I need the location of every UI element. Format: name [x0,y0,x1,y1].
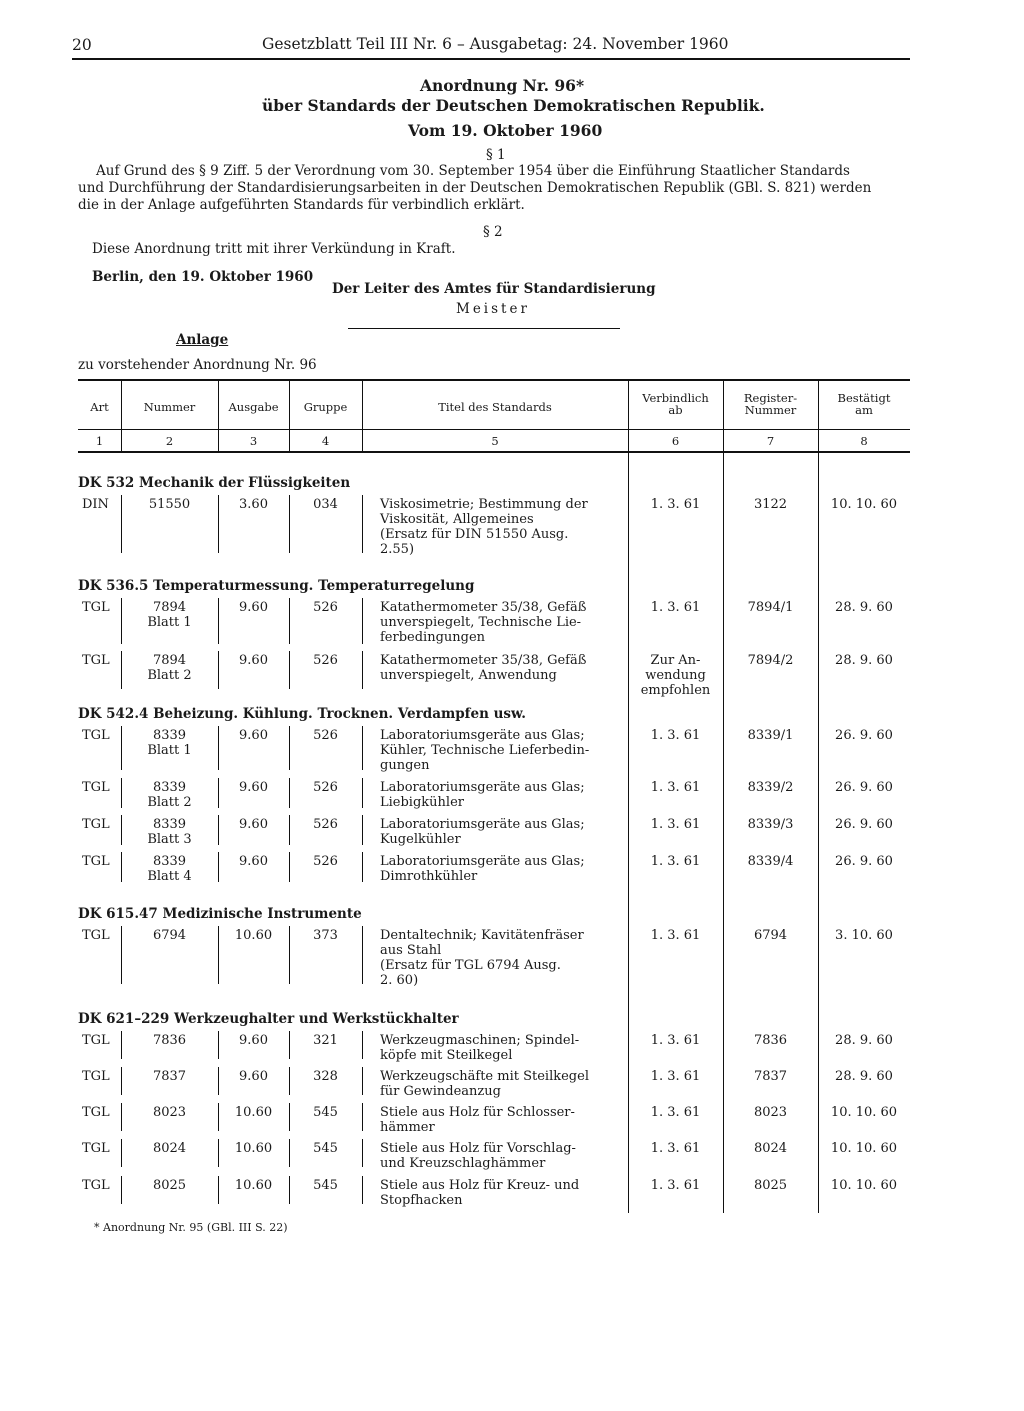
cell-titel-line: Katathermometer 35/38, Gefäß [380,600,587,615]
cell-titel-line: ferbedingungen [380,630,486,645]
group-title: DK 542.4 Beheizung. Kühlung. Trocknen. Verdampfen usw. [78,706,526,722]
cell-titel-line: Werkzeugschäfte mit Steilkegel [380,1069,589,1084]
cell-verbindlich [628,1105,723,1120]
cell-gruppe: 526 [313,600,338,615]
cell-register: 3122 [753,497,788,512]
cell-art: DIN [82,497,109,512]
cell-titel [380,1033,579,1063]
ordinance-subtitle: über Standards der Deutschen Demokratischen Republik. [262,96,765,115]
cell-nummer-line: 8023 [152,1105,187,1120]
cell-art: TGL [82,780,110,795]
cell-titel-line: Stiele aus Holz für Vorschlag- [380,1141,576,1156]
cell-nummer [121,653,218,683]
cell-ausgabe: 9.60 [239,653,268,668]
cell-bestaetigt: 26. 9. 60 [835,728,893,743]
col-sep-body [723,451,724,1213]
page-number: 20 [72,36,92,54]
cell-titel-line: (Ersatz für TGL 6794 Ausg. [380,958,561,973]
cell-verbindlich-line: 1. 3. 61 [650,728,701,743]
cell-art: TGL [82,1178,110,1193]
cell-nummer-line: 6794 [152,928,187,943]
col-header-register-line: Register- [743,391,798,405]
cell-bestaetigt: 28. 9. 60 [835,1033,893,1048]
cell-titel [380,1105,575,1135]
row-col-sep [362,815,363,845]
cell-verbindlich-line: 1. 3. 61 [650,1141,701,1156]
cell-verbindlich-line: 1. 3. 61 [650,1069,701,1084]
cell-ausgabe: 9.60 [239,780,268,795]
col-header-bestaetigt [818,392,910,416]
cell-verbindlich-line: 1. 3. 61 [650,1178,701,1193]
cell-bestaetigt: 28. 9. 60 [835,653,893,668]
cell-verbindlich-line: 1. 3. 61 [650,1033,701,1048]
col-header-register-line: Nummer [744,403,797,417]
row-col-sep [362,1176,363,1204]
cell-nummer [121,817,218,847]
running-title: Gesetzblatt Teil III Nr. 6 – Ausgabetag: 24. November 1960 [262,35,729,53]
signature-rule [348,328,620,329]
cell-register: 8339/4 [747,854,794,869]
cell-titel [380,728,589,773]
cell-verbindlich [628,600,723,615]
cell-titel [380,600,586,645]
col-header-register [723,392,818,416]
col-number: 6 [671,434,680,448]
table-number-rule [78,451,910,453]
row-col-sep [362,852,363,882]
row-col-sep [362,1067,363,1095]
cell-bestaetigt: 28. 9. 60 [835,1069,893,1084]
col-header-ausgabe: Ausgabe [228,400,279,414]
cell-ausgabe: 10.60 [234,1141,273,1156]
cell-gruppe: 373 [313,928,338,943]
cell-gruppe: 034 [313,497,338,512]
cell-nummer-line: Blatt 2 [147,795,192,810]
cell-titel-line: und Kreuzschlaghämmer [380,1156,546,1171]
cell-ausgabe: 9.60 [239,600,268,615]
cell-nummer-line: 51550 [148,497,191,512]
cell-art: TGL [82,1033,110,1048]
cell-titel [380,817,585,847]
col-header-verbindlich [628,392,723,416]
col-header-verbindlich-line: Verbindlich [642,391,709,405]
section-1-line-2: und Durchführung der Standardisierungsarbeiten in der Deutschen Demokratischen Republik (GBl. S. 821) werden [78,180,872,196]
col-number: 2 [165,434,174,448]
cell-nummer [121,1178,218,1193]
cell-titel-line: Viskosität, Allgemeines [380,512,534,527]
cell-verbindlich-line: 1. 3. 61 [650,600,701,615]
cell-verbindlich [628,1069,723,1084]
cell-nummer-line: 8024 [152,1141,187,1156]
cell-nummer-line: 8025 [152,1178,187,1193]
cell-titel-line: Liebigkühler [380,795,464,810]
cell-register: 7836 [753,1033,788,1048]
table-header-rule [78,429,910,430]
cell-gruppe: 545 [313,1105,338,1120]
cell-titel-line: 2.55) [380,542,415,557]
cell-titel-line: Werkzeugmaschinen; Spindel- [380,1033,580,1048]
cell-nummer-line: 8339 [152,854,187,869]
cell-bestaetigt: 26. 9. 60 [835,817,893,832]
section-1-line-1: Auf Grund des § 9 Ziff. 5 der Verordnung vom 30. September 1954 über die Einführung Staatlicher Standards [96,163,850,179]
cell-verbindlich-line: Zur An- [650,653,701,668]
cell-titel [380,1141,576,1171]
header-rule [72,58,910,60]
cell-verbindlich-line: 1. 3. 61 [650,780,701,795]
cell-titel-line: aus Stahl [380,943,442,958]
cell-nummer-line: 7836 [152,1033,187,1048]
cell-verbindlich [628,854,723,869]
cell-titel-line: (Ersatz für DIN 51550 Ausg. [380,527,569,542]
col-sep-body [628,451,629,1213]
cell-ausgabe: 9.60 [239,1033,268,1048]
cell-nummer [121,600,218,630]
cell-titel-line: Kugelkühler [380,832,461,847]
row-col-sep [362,651,363,689]
section-2-text: Diese Anordnung tritt mit ihrer Verkündung in Kraft. [92,241,456,257]
cell-nummer-line: 7837 [152,1069,187,1084]
signature-place-date: Berlin, den 19. Oktober 1960 [92,269,314,285]
cell-titel-line: Viskosimetrie; Bestimmung der [380,497,588,512]
cell-titel [380,1069,589,1099]
cell-titel-line: Laboratoriumsgeräte aus Glas; [380,728,585,743]
cell-gruppe: 545 [313,1178,338,1193]
row-col-sep [362,1031,363,1059]
cell-gruppe: 545 [313,1141,338,1156]
cell-titel-line: Stopfhacken [380,1193,463,1208]
cell-nummer-line: 8339 [152,728,187,743]
cell-nummer-line: Blatt 3 [147,832,192,847]
col-header-verbindlich-line: ab [668,403,683,417]
cell-titel-line: Dimrothkühler [380,869,478,884]
cell-titel-line: Dentaltechnik; Kavitätenfräser [380,928,584,943]
anlage-subtitle: zu vorstehender Anordnung Nr. 96 [78,357,317,373]
cell-nummer [121,497,218,512]
cell-nummer-line: 7894 [152,600,187,615]
cell-ausgabe: 3.60 [239,497,268,512]
cell-nummer [121,1141,218,1156]
cell-verbindlich-line: 1. 3. 61 [650,854,701,869]
cell-titel-line: Katathermometer 35/38, Gefäß [380,653,587,668]
section-1-label: § 1 [486,147,506,163]
cell-bestaetigt: 10. 10. 60 [830,1178,898,1193]
signature-name: Meister [456,301,530,317]
cell-verbindlich-line: empfohlen [640,683,711,698]
cell-register: 7837 [753,1069,788,1084]
col-number: 3 [249,434,258,448]
cell-bestaetigt: 26. 9. 60 [835,854,893,869]
group-title: DK 615.47 Medizinische Instrumente [78,906,362,922]
cell-nummer-line: 8339 [152,780,187,795]
cell-titel-line: köpfe mit Steilkegel [380,1048,513,1063]
cell-bestaetigt: 26. 9. 60 [835,780,893,795]
table-top-rule [78,379,910,381]
cell-titel-line: für Gewindeanzug [380,1084,501,1099]
cell-gruppe: 328 [313,1069,338,1084]
cell-register: 8024 [753,1141,788,1156]
cell-titel-line: 2. 60) [380,973,419,988]
cell-ausgabe: 9.60 [239,854,268,869]
cell-titel [380,497,588,557]
cell-titel-line: unverspiegelt, Anwendung [380,668,557,683]
cell-art: TGL [82,1105,110,1120]
cell-bestaetigt: 10. 10. 60 [830,1105,898,1120]
cell-gruppe: 526 [313,854,338,869]
cell-nummer-line: 8339 [152,817,187,832]
col-header-nummer: Nummer [143,400,196,414]
cell-nummer [121,1105,218,1120]
cell-art: TGL [82,600,110,615]
cell-verbindlich-line: 1. 3. 61 [650,497,701,512]
cell-verbindlich [628,817,723,832]
cell-nummer-line: Blatt 4 [147,869,192,884]
cell-titel [380,928,584,988]
cell-art: TGL [82,928,110,943]
cell-register: 8025 [753,1178,788,1193]
cell-titel [380,1178,579,1208]
cell-verbindlich-line: 1. 3. 61 [650,928,701,943]
ordinance-title: Anordnung Nr. 96* [420,76,585,95]
cell-nummer [121,928,218,943]
cell-art: TGL [82,854,110,869]
cell-titel-line: unverspiegelt, Technische Lie- [380,615,582,630]
col-number: 7 [766,434,775,448]
cell-titel-line: Laboratoriumsgeräte aus Glas; [380,817,585,832]
cell-verbindlich [628,728,723,743]
cell-titel [380,780,585,810]
cell-titel-line: Stiele aus Holz für Kreuz- und [380,1178,580,1193]
cell-art: TGL [82,1069,110,1084]
cell-nummer [121,854,218,884]
col-header-bestaetigt-line: am [855,403,873,417]
cell-nummer [121,1033,218,1048]
cell-register: 8339/2 [747,780,794,795]
cell-titel-line: hämmer [380,1120,435,1135]
cell-nummer-line: Blatt 2 [147,668,192,683]
cell-register: 8339/1 [747,728,794,743]
row-col-sep [362,778,363,808]
cell-ausgabe: 10.60 [234,1178,273,1193]
col-number: 8 [860,434,868,448]
col-header-art: Art [90,400,109,414]
cell-nummer-line: Blatt 1 [147,615,192,630]
cell-ausgabe: 9.60 [239,1069,268,1084]
cell-verbindlich-line: 1. 3. 61 [650,1105,701,1120]
cell-register: 6794 [753,928,788,943]
cell-art: TGL [82,817,110,832]
cell-nummer [121,1069,218,1084]
group-title: DK 621–229 Werkzeughalter und Werkstückhalter [78,1011,459,1027]
cell-register: 7894/1 [747,600,794,615]
cell-bestaetigt: 10. 10. 60 [830,497,898,512]
cell-ausgabe: 9.60 [239,817,268,832]
cell-verbindlich [628,1033,723,1048]
col-number: 1 [95,434,104,448]
cell-verbindlich [628,497,723,512]
cell-titel-line: gungen [380,758,430,773]
cell-bestaetigt: 28. 9. 60 [835,600,893,615]
group-title: DK 532 Mechanik der Flüssigkeiten [78,475,351,491]
col-number: 4 [321,434,330,448]
cell-titel [380,854,585,884]
cell-register: 8339/3 [747,817,794,832]
cell-art: TGL [82,653,110,668]
cell-nummer-line: Blatt 1 [147,743,192,758]
cell-verbindlich [628,653,723,698]
cell-bestaetigt: 3. 10. 60 [835,928,893,943]
cell-bestaetigt: 10. 10. 60 [830,1141,898,1156]
col-header-titel: Titel des Standards [438,400,552,414]
row-col-sep [362,1139,363,1167]
section-2-label: § 2 [483,224,503,240]
cell-gruppe: 321 [313,1033,338,1048]
cell-ausgabe: 10.60 [234,1105,273,1120]
cell-titel-line: Kühler, Technische Lieferbedin- [380,743,590,758]
col-header-gruppe: Gruppe [303,400,348,414]
row-col-sep [362,926,363,984]
cell-art: TGL [82,728,110,743]
anlage-title: Anlage [176,332,229,348]
cell-nummer [121,728,218,758]
signature-office: Der Leiter des Amtes für Standardisierung [332,281,656,297]
footnote: * Anordnung Nr. 95 (GBl. III S. 22) [94,1221,288,1234]
cell-art: TGL [82,1141,110,1156]
cell-register: 7894/2 [747,653,794,668]
row-col-sep [362,598,363,644]
cell-nummer [121,780,218,810]
cell-verbindlich [628,928,723,943]
cell-titel-line: Laboratoriumsgeräte aus Glas; [380,780,585,795]
cell-gruppe: 526 [313,728,338,743]
cell-titel [380,653,586,683]
row-col-sep [362,495,363,553]
cell-ausgabe: 10.60 [234,928,273,943]
cell-gruppe: 526 [313,780,338,795]
col-header-bestaetigt-line: Bestätigt [837,391,891,405]
cell-verbindlich-line: 1. 3. 61 [650,817,701,832]
cell-titel-line: Stiele aus Holz für Schlosser- [380,1105,575,1120]
row-col-sep [362,1103,363,1131]
cell-gruppe: 526 [313,817,338,832]
col-sep-body [818,451,819,1213]
cell-verbindlich [628,1178,723,1193]
cell-verbindlich-line: wendung [645,668,706,683]
cell-register: 8023 [753,1105,788,1120]
cell-gruppe: 526 [313,653,338,668]
cell-verbindlich [628,1141,723,1156]
ordinance-date: Vom 19. Oktober 1960 [408,121,603,140]
cell-ausgabe: 9.60 [239,728,268,743]
group-title: DK 536.5 Temperaturmessung. Temperaturregelung [78,578,475,594]
section-1-line-3: die in der Anlage aufgeführten Standards für verbindlich erklärt. [78,197,525,213]
col-number: 5 [491,434,499,448]
row-col-sep [362,726,363,770]
cell-verbindlich [628,780,723,795]
cell-nummer-line: 7894 [152,653,187,668]
cell-titel-line: Laboratoriumsgeräte aus Glas; [380,854,585,869]
